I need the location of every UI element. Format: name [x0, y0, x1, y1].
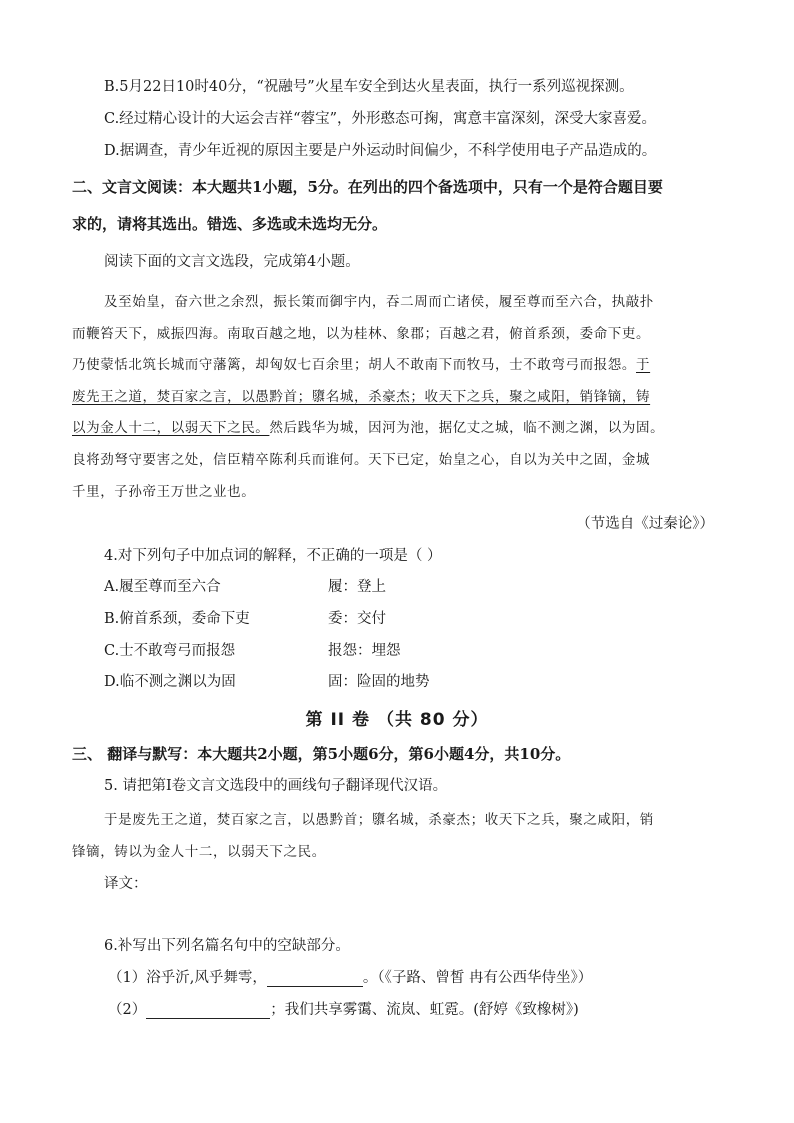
- q6-item-2-before: （2）: [108, 1002, 147, 1018]
- section2-heading-line1: 二、文言文阅读：本大题共1小题，5分。在列出的四个备选项中，只有一个是符合题目要: [72, 178, 663, 196]
- q4-option-a-gloss: 履：登上: [328, 579, 386, 595]
- q6-item-1-after: 。（《子路、曾皙 冉有公西华侍坐》）: [362, 970, 593, 986]
- passage-line-4: 废先王之道，焚百家之言，以愚黔首；隳名城，杀豪杰；收天下之兵，聚之咸阳，销锋镝，铸: [72, 389, 651, 405]
- q3-option-c: C.经过精心设计的大运会吉祥“蓉宝”，外形憨态可掬，寓意丰富深刻，深受大家喜爱。: [104, 111, 657, 127]
- q5-text-line-1: 于是废先王之道，焚百家之言，以愚黔首；隳名城，杀豪杰；收天下之兵，聚之咸阳，销: [104, 812, 654, 828]
- section3-heading: 三、 翻译与默写：本大题共2小题，第5小题6分，第6小题4分，共10分。: [72, 745, 571, 763]
- passage-line-6: 良将劲弩守要害之处，信臣精卒陈利兵而谁何。天下已定，始皇之心，自以为关中之固，金城: [72, 452, 651, 468]
- q6-item-1-before: （1）浴乎沂,风乎舞雩，: [108, 970, 267, 986]
- part2-title: 第 II 卷 （共 80 分）: [305, 710, 489, 730]
- passage-line-5-plain: 然后践华为城，因河为池，据亿丈之城，临不测之渊，以为固。: [269, 420, 665, 436]
- passage-underlined-start: 于: [636, 357, 651, 373]
- passage-line-3-plain: 乃使蒙恬北筑长城而守藩篱，却匈奴七百余里；胡人不敢南下而牧马，士不敢弯弓而报怨。: [72, 357, 636, 373]
- translation-label: 译文：: [104, 876, 148, 892]
- q6-item-2: [108, 998, 579, 1019]
- q5-prompt: 5. 请把第I卷文言文选段中的画线句子翻译现代汉语。: [104, 778, 448, 794]
- passage-underlined-end: 以为金人十二，以弱天下之民。: [72, 420, 270, 436]
- q4-option-d-gloss: 固：险固的地势: [328, 674, 430, 690]
- q4-option-c-sentence: C.士不敢弯弓而报怨: [104, 643, 236, 659]
- q3-option-b: B.5月22日10时40分，“祝融号”火星车安全到达火星表面，执行一系列巡视探测。: [104, 79, 634, 95]
- q4-option-c-gloss: 报怨：埋怨: [328, 643, 401, 659]
- q4-stem: 4.对下列句子中加点词的解释，不正确的一项是（ ）: [104, 548, 442, 564]
- section2-instruction: 阅读下面的文言文选段，完成第4小题。: [104, 254, 360, 270]
- q6-item-1-blank[interactable]: [267, 972, 363, 987]
- q5-text-line-2: 锋镝，铸以为金人十二，以弱天下之民。: [72, 844, 326, 860]
- passage-line-3: [72, 353, 650, 373]
- passage-line-2: 而鞭笞天下，威振四海。南取百越之地，以为桂林、象郡；百越之君，俯首系颈，委命下吏。: [72, 326, 651, 342]
- passage-line-7: 千里，子孙帝王万世之业也。: [72, 484, 256, 500]
- q6-item-2-blank[interactable]: [146, 1004, 270, 1019]
- q6-prompt: 6.补写出下列名篇名句中的空缺部分。: [104, 938, 350, 954]
- passage-source: （节选自《过秦论》）: [576, 516, 714, 532]
- q6-item-1: [108, 966, 592, 987]
- section2-heading-line2: 求的，请将其选出。错选、多选或未选均无分。: [72, 215, 388, 233]
- passage-line-1: 及至始皇，奋六世之余烈，振长策而御宇内，吞二周而亡诸侯，履至尊而至六合，执敲扑: [104, 294, 654, 310]
- q4-option-b-gloss: 委：交付: [328, 611, 386, 627]
- q4-option-d-sentence: D.临不测之渊以为固: [104, 674, 236, 690]
- passage-line-5: [72, 416, 664, 436]
- q4-option-a-sentence: A.履至尊而至六合: [104, 579, 221, 595]
- q3-option-d: D.据调查，青少年近视的原因主要是户外运动时间偏少，不科学使用电子产品造成的。: [104, 143, 657, 159]
- q6-item-2-after: ；我们共享雾霭、流岚、虹霓。(舒婷《致橡树》): [270, 1002, 579, 1018]
- q4-option-b-sentence: B.俯首系颈，委命下吏: [104, 611, 250, 627]
